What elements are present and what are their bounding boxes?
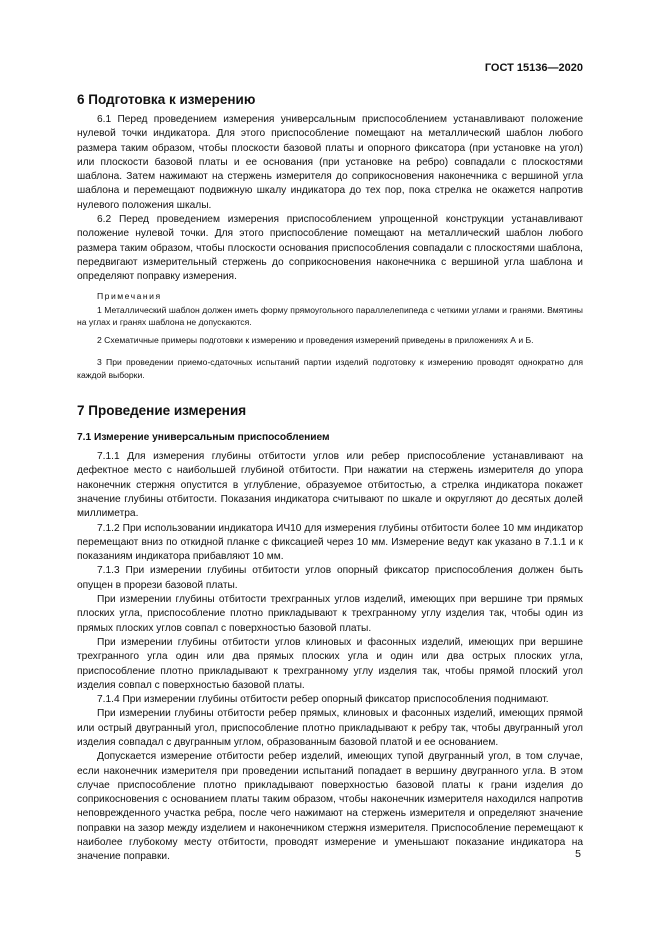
paragraph: 7.1.4 При измерении глубины отбитости ребер опорный фиксатор приспособления поднимают. xyxy=(97,694,549,706)
paragraph: 6.2 Перед проведением измерения приспособлением упрощенной конструкции устанавливают положение нулевой точки. Для этого приспособление помещают на металлический шаблон любого размера таким образом, чтобы плоскости основания приспособления совпадали с плоскостями шаблона, передвигают измерительный стержень до соприкосновения наконечника с вершиной угла шаблона и определяют поправку измерения. xyxy=(77,214,583,283)
paragraph: При измерении глубины отбитости углов клиновых и фасонных изделий, имеющих при вершине трехгранного угла один или два прямых плоских угла и один или два острых плоских угла, приспособление плотно прикладывают к трехгранному углу изделия так, чтобы прямой плоский угол изделия совпал с поверхностью базовой платы. xyxy=(77,636,583,691)
paragraph: При измерении глубины отбитости ребер прямых, клиновых и фасонных изделий, имеющих прямой или острый двугранный угол, приспособление плотно прикладывают к ребру так, чтобы двугранный угол изделия совпадал с двугранным углом, образованным базовой платой и ее основанием. xyxy=(77,708,583,748)
paragraph: Допускается измерение отбитости ребер изделий, имеющих тупой двугранный угол, в том случае, если наконечник измерителя при проведении испытаний попадает в вершину двугранного угла. В этом случае приспособление плотно прикладывают поверхностью базовой платы к грани изделия до соприкосновения с основанием платы таким образом, чтобы наконечник измерителя находился напротив неповрежденного участка ребра, после чего нажимают на стержень измерителя и определяют значение поправки на зазор между изделием и наконечником стержня измерителя. Приспособление перемещают к наиболее глубокому месту отбитости, проводят измерение и уменьшают показание индикатора на значение поправки. xyxy=(77,751,583,863)
standard-designation: ГОСТ 15136—2020 xyxy=(484,62,583,74)
note: 1 Металлический шаблон должен иметь форму прямоугольного параллелепипеда с четкими углами и гранями. Вмятины на углах и гранях шаблона не допускаются. xyxy=(77,304,583,327)
page-number: 5 xyxy=(575,848,581,860)
paragraph: 7.1.2 При использовании индикатора ИЧ10 для измерения глубины отбитости более 10 мм индикатор перемещают вниз по откидной планке с фиксацией через 10 мм. Измерение ведут как указано в 7.1.1 и к показаниям индикатора прибавляют 10 мм. xyxy=(77,522,583,563)
paragraph: При измерении глубины отбитости трехгранных углов изделий, имеющих при вершине три прямых плоских угла, приспособление плотно прикладывают к трехгранному углу изделия так, чтобы один из прямых плоских углов совпал с поверхностью базовой платы. xyxy=(77,594,583,634)
notes-title: Примечания xyxy=(97,290,162,301)
subsection-title: 7.1 Измерение универсальным приспособлением xyxy=(77,432,330,444)
note: 2 Схематичные примеры подготовки к измерению и проведения измерений приведены в приложениях А и Б. xyxy=(97,335,534,346)
paragraph: 7.1.1 Для измерения глубины отбитости углов или ребер приспособление устанавливают на дефектное место с наибольшей глубиной отбитости. При нажатии на стержень измерителя до упора наконечник стержня опустится в углубление, образуемое отбитостью, а стрелка индикатора покажет значение глубины отбитости. Показания индикатора считывают по шкале и округляют до десятых долей миллиметра. xyxy=(77,451,583,520)
section-6-title: 6 Подготовка к измерению xyxy=(77,92,256,107)
paragraph: 6.1 Перед проведением измерения универсальным приспособлением устанавливают положение нулевой точки индикатора. Для этого приспособление помещают на металлический шаблон любого размера таким образом, чтобы плоскости базовой платы и опорного фиксатора (при установке на угол) или плоскости базовой платы и ее основания (при установке на ребро) совпадали с плоскостями шаблона. Затем нажимают на стержень измерителя до соприкосновения наконечника с вершиной угла шаблона и перемещают подвижную шкалу индикатора до тех пор, пока стрелка не окажется напротив нулевого положения шкалы. xyxy=(77,114,583,211)
page-content xyxy=(77,92,583,865)
paragraph: 7.1.3 При измерении глубины отбитости углов опорный фиксатор приспособления должен быть опущен в прорези базовой платы. xyxy=(77,565,583,591)
section-7-title: 7 Проведение измерения xyxy=(77,403,247,419)
note: 3 При проведении приемо-сдаточных испытаний партии изделий подготовку к измерению проводят однократно для каждой выборки. xyxy=(77,357,583,380)
